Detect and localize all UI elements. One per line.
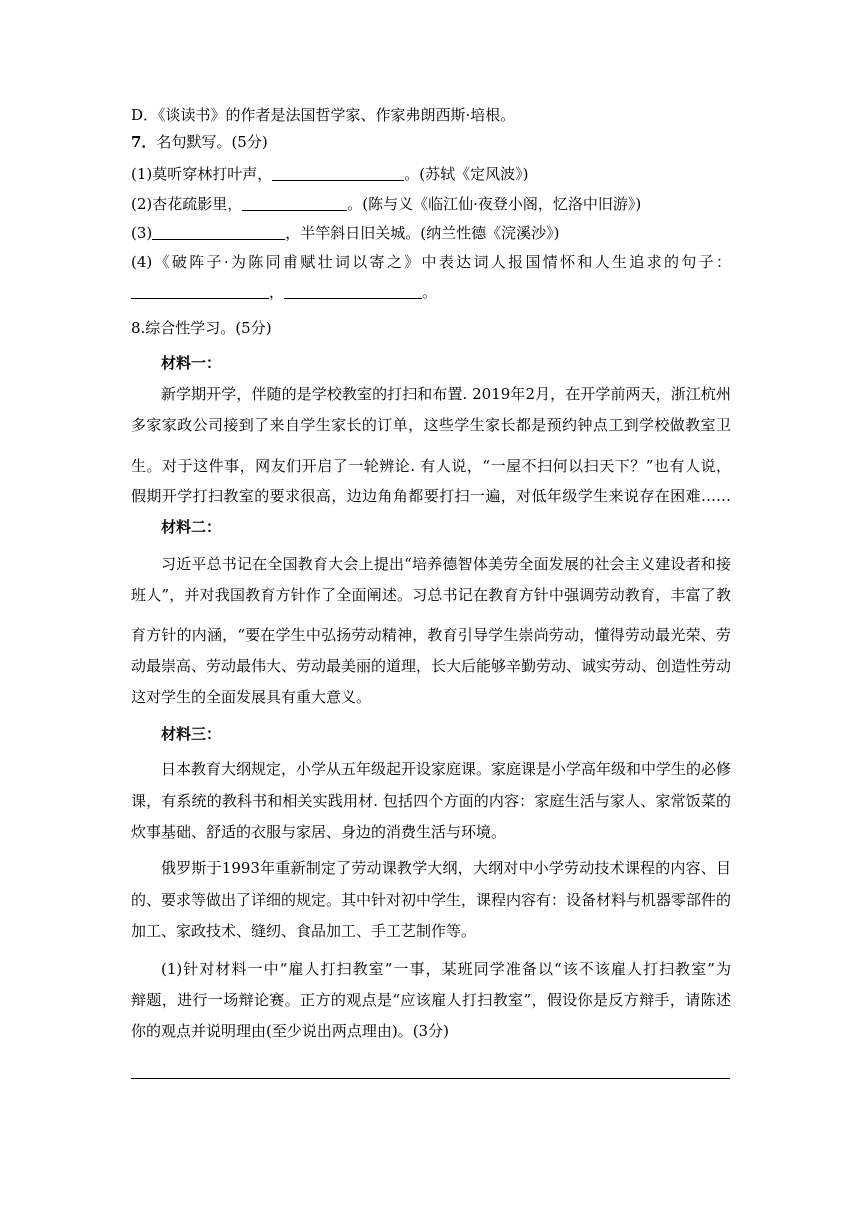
material-1-line: 假期开学打扫教室的要求很高，边边角角都要打扫一遍，对低年级学生来说存在困难…… xyxy=(131,487,731,505)
q8-sub-1-line: 你的观点并说明理由(至少说出两点理由)。(3分) xyxy=(131,1022,449,1040)
q7-item-2-prompt: (2)杏花疏影里， xyxy=(131,195,243,213)
q8-title: 8.综合性学习。(5分) xyxy=(131,319,272,337)
q7-item-3-prompt: (3) xyxy=(131,224,153,242)
material-1-title: 材料一： xyxy=(161,354,222,372)
material-2-line: 动最崇高、劳动最伟大、劳动最美丽的道理，长大后能够辛勤劳动、诚实劳动、创造性劳动 xyxy=(131,657,732,675)
q7-item-1 xyxy=(131,163,731,185)
q7-item-1-source: 。(苏轼《定风波》) xyxy=(404,165,529,183)
material-3-line: 炊事基础、舒适的衣服与家居、身边的消费生活与环境。 xyxy=(131,823,507,841)
answer-blank[interactable] xyxy=(272,165,404,181)
q7-title-text: 名句默写。(5分) xyxy=(156,133,268,151)
material-1-line: 多家家政公司接到了来自学生家长的订单，这些学生家长都是预约钟点工到学校做教室卫 xyxy=(131,416,731,434)
answer-blank[interactable] xyxy=(242,195,347,211)
answer-line[interactable] xyxy=(131,1078,730,1079)
material-2-title: 材料二： xyxy=(161,518,222,536)
q7-item-4-period: 。 xyxy=(422,283,438,301)
q7-item-4-comma: ， xyxy=(269,283,285,301)
material-3-line: 课，有系统的教科书和相关实践用材. 包括四个方面的内容：家庭生活与家人、家常饭菜的 xyxy=(131,792,731,810)
material-2-line: 育方针的内涵，“要在学生中弘扬劳动精神，教育引导学生崇尚劳动，懂得劳动最光荣、劳 xyxy=(131,626,731,644)
answer-blank[interactable] xyxy=(284,283,422,299)
answer-blank[interactable] xyxy=(131,283,269,299)
material-2-line: 习近平总书记在全国教育大会上提出“培养德智体美劳全面发展的社会主义建设者和接 xyxy=(161,555,731,573)
material-3-line: 俄罗斯于1993年重新制定了劳动课教学大纲，大纲对中小学劳动技术课程的内容、目 xyxy=(161,859,731,877)
material-3-line: 加工、家政技术、缝纫、食品加工、手工艺制作等。 xyxy=(131,922,477,940)
material-2-line: 这对学生的全面发展具有重大意义。 xyxy=(131,688,372,706)
q7-item-2 xyxy=(131,193,731,215)
material-2-line: 班人”，并对我国教育方针作了全面阐述。习总书记在教育方针中强调劳动教育，丰富了教 xyxy=(131,586,731,604)
material-3-line: 的、要求等做出了详细的规定。其中针对初中学生，课程内容有：设备材料与机器零部件的 xyxy=(131,891,732,909)
material-1-line: 新学期开学，伴随的是学校教室的打扫和布置. 2019年2月，在开学前两天，浙江杭州 xyxy=(161,385,731,403)
q7-title xyxy=(131,131,731,153)
q7-item-1-prompt: (1)莫听穿林打叶声， xyxy=(131,165,273,183)
q7-number: 7． xyxy=(131,133,157,151)
material-3-title: 材料三： xyxy=(161,725,222,743)
material-1-line: 生。对于这件事，网友们开启了一轮辨论. 有人说，“一屋不扫何以扫天下？”也有人说， xyxy=(131,457,731,475)
q7-item-3 xyxy=(131,222,731,244)
q7-item-4-answers xyxy=(131,281,731,303)
q6-option-d: D．《谈读书》的作者是法国哲学家、作家弗朗西斯·培根。 xyxy=(131,106,516,124)
q8-sub-1-line: 辩题，进行一场辩论赛。正方的观点是“应该雇人打扫教室”，假设你是反方辩手，请陈述 xyxy=(131,991,731,1009)
answer-blank[interactable] xyxy=(152,224,285,240)
q7-item-3-source: ，半竿斜日旧关城。(纳兰性德《浣溪沙》) xyxy=(285,224,560,242)
q7-item-2-source: 。(陈与义《临江仙·夜登小阁，忆洛中旧游》) xyxy=(347,195,642,213)
q7-item-4: (4)《破阵子·为陈同甫赋壮词以寄之》中表达词人报国情怀和人生追求的句子： xyxy=(131,253,731,271)
q8-sub-1-line: (1)针对材料一中“雇人打扫教室”一事，某班同学准备以“该不该雇人打扫教室”为 xyxy=(161,960,731,978)
material-3-line: 日本教育大纲规定，小学从五年级起开设家庭课。家庭课是小学高年级和中学生的必修 xyxy=(161,760,732,778)
